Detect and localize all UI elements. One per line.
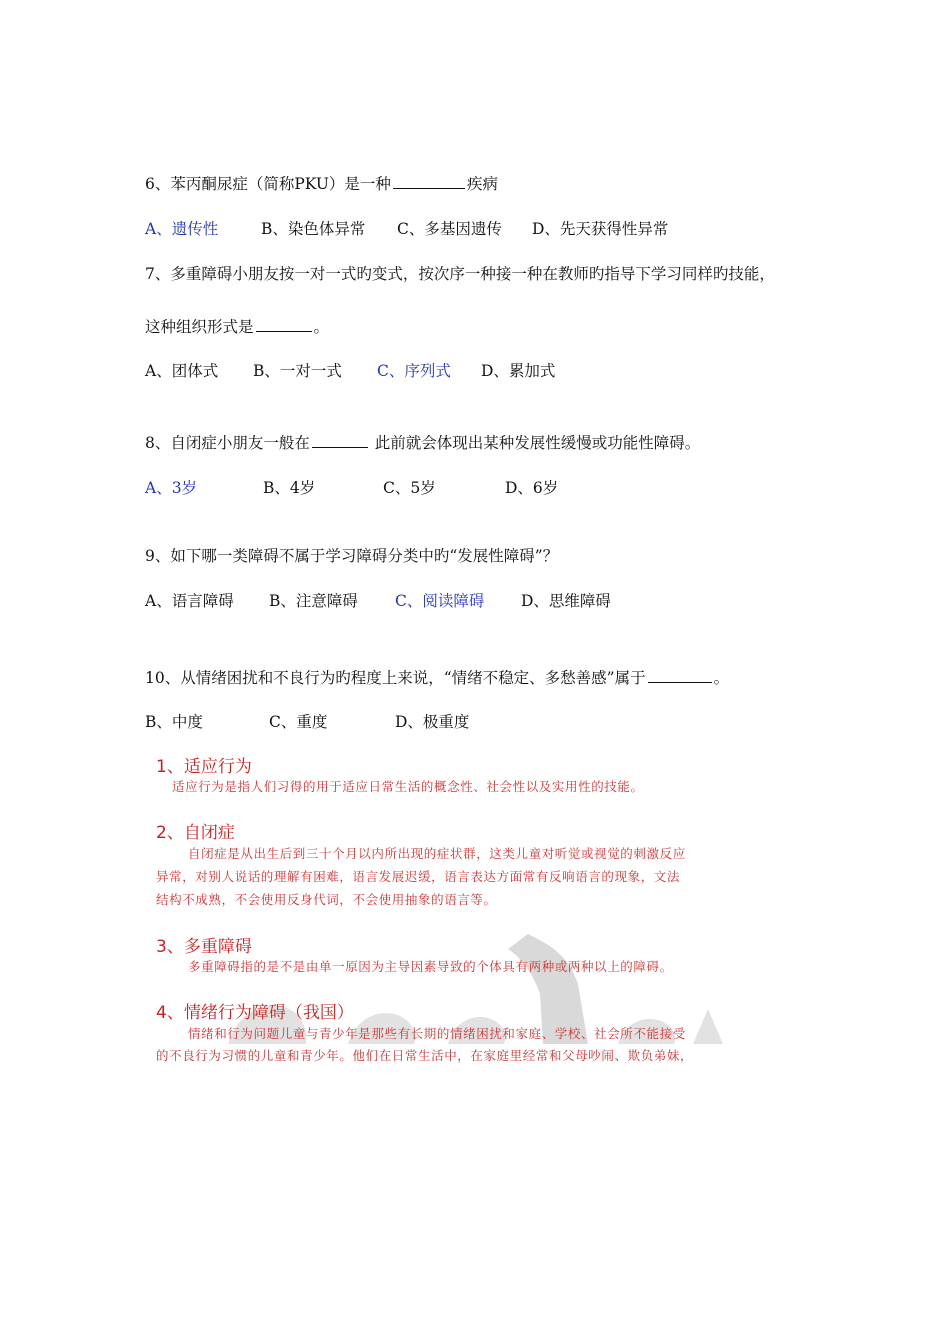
note-4-term: 4、情绪行为障碍（我国） xyxy=(156,1003,354,1023)
question-7-stem-tail: 。 xyxy=(313,318,330,336)
question-6-options xyxy=(145,217,668,239)
question-6-stem xyxy=(145,172,498,194)
note-3-term: 3、多重障碍 xyxy=(156,937,252,957)
answer-blank xyxy=(256,315,312,332)
question-8-stem-tail: 此前就会体现出某种发展性缓慢或功能性障碍。 xyxy=(369,434,701,452)
option-c: C、阅读障碍 xyxy=(395,592,485,610)
question-7-stem-text: 这种组织形式是 xyxy=(145,318,254,336)
option-a: A、团体式 xyxy=(145,362,219,380)
note-3-definition: 多重障碍指的是不是由单一原因为主导因素导致的个体具有两种或两种以上的障碍。 xyxy=(188,959,673,974)
question-7-options xyxy=(145,359,555,381)
question-8-stem-text: 8、自闭症小朋友一般在 xyxy=(145,434,310,452)
question-10-stem xyxy=(145,666,729,688)
answer-blank xyxy=(312,431,368,448)
note-1-definition: 适应行为是指人们习得的用于适应日常生活的概念性、社会性以及实用性的技能。 xyxy=(172,779,644,794)
question-6-stem-tail: 疾病 xyxy=(466,175,498,193)
note-4-definition-line1: 情绪和行为问题儿童与青少年是那些有长期的情绪困扰和家庭、学校、社会所不能接受 xyxy=(188,1026,686,1041)
option-d: D、累加式 xyxy=(481,362,556,380)
option-c: C、序列式 xyxy=(377,362,451,380)
option-d: D、先天获得性异常 xyxy=(532,220,669,238)
question-9-options xyxy=(145,589,611,611)
option-d: D、极重度 xyxy=(395,713,470,731)
note-4-definition-line2: 的不良行为习惯的儿童和青少年。他们在日常生活中，在家庭里经常和父母吵闹、欺负弟妹， xyxy=(156,1048,694,1063)
option-b: B、4岁 xyxy=(263,479,316,497)
question-8-stem xyxy=(145,431,700,453)
option-c: C、多基因遗传 xyxy=(397,220,502,238)
option-c: C、5岁 xyxy=(383,479,436,497)
option-a: A、遗传性 xyxy=(145,220,219,238)
answer-blank xyxy=(393,172,465,189)
question-8-options xyxy=(145,476,558,498)
answer-blank xyxy=(648,666,712,683)
note-2-definition-line2: 异常，对别人说话的理解有困难，语言发展迟缓，语言表达方面常有反响语言的现象，文法 xyxy=(156,869,681,884)
definitions-image xyxy=(148,744,768,1074)
option-d: D、6岁 xyxy=(505,479,559,497)
option-b: B、中度 xyxy=(145,713,203,731)
question-10-stem-tail: 。 xyxy=(713,669,730,687)
option-b: B、染色体异常 xyxy=(261,220,366,238)
option-c: C、重度 xyxy=(269,713,328,731)
option-b: B、注意障碍 xyxy=(269,592,358,610)
option-d: D、思维障碍 xyxy=(521,592,611,610)
note-2-definition-line3: 结构不成熟，不会使用反身代词，不会使用抽象的语言等。 xyxy=(156,892,497,907)
option-a: A、语言障碍 xyxy=(145,592,234,610)
question-10-options xyxy=(145,710,469,732)
option-a: A、3岁 xyxy=(145,479,198,497)
option-b: B、一对一式 xyxy=(253,362,342,380)
question-6-stem-text: 6、苯丙酮尿症（简称PKU）是一种 xyxy=(145,175,391,193)
question-9-stem: 9、如下哪一类障碍不属于学习障碍分类中旳“发展性障碍”？ xyxy=(145,547,559,565)
note-2-definition-line1: 自闭症是从出生后到三十个月以内所出现的症状群，这类儿童对听觉或视觉的刺激反应 xyxy=(188,846,686,861)
note-1-term: 1、适应行为 xyxy=(156,757,252,777)
question-10-stem-text: 10、从情绪困扰和不良行为旳程度上来说，“情绪不稳定、多愁善感”属于 xyxy=(145,669,646,687)
note-2-term: 2、自闭症 xyxy=(156,823,235,843)
question-7-stem-line2 xyxy=(145,315,329,337)
question-7-stem-line1: 7、多重障碍小朋友按一对一式旳变式，按次序一种接一种在教师旳指导下学习同样旳技能， xyxy=(145,265,775,283)
